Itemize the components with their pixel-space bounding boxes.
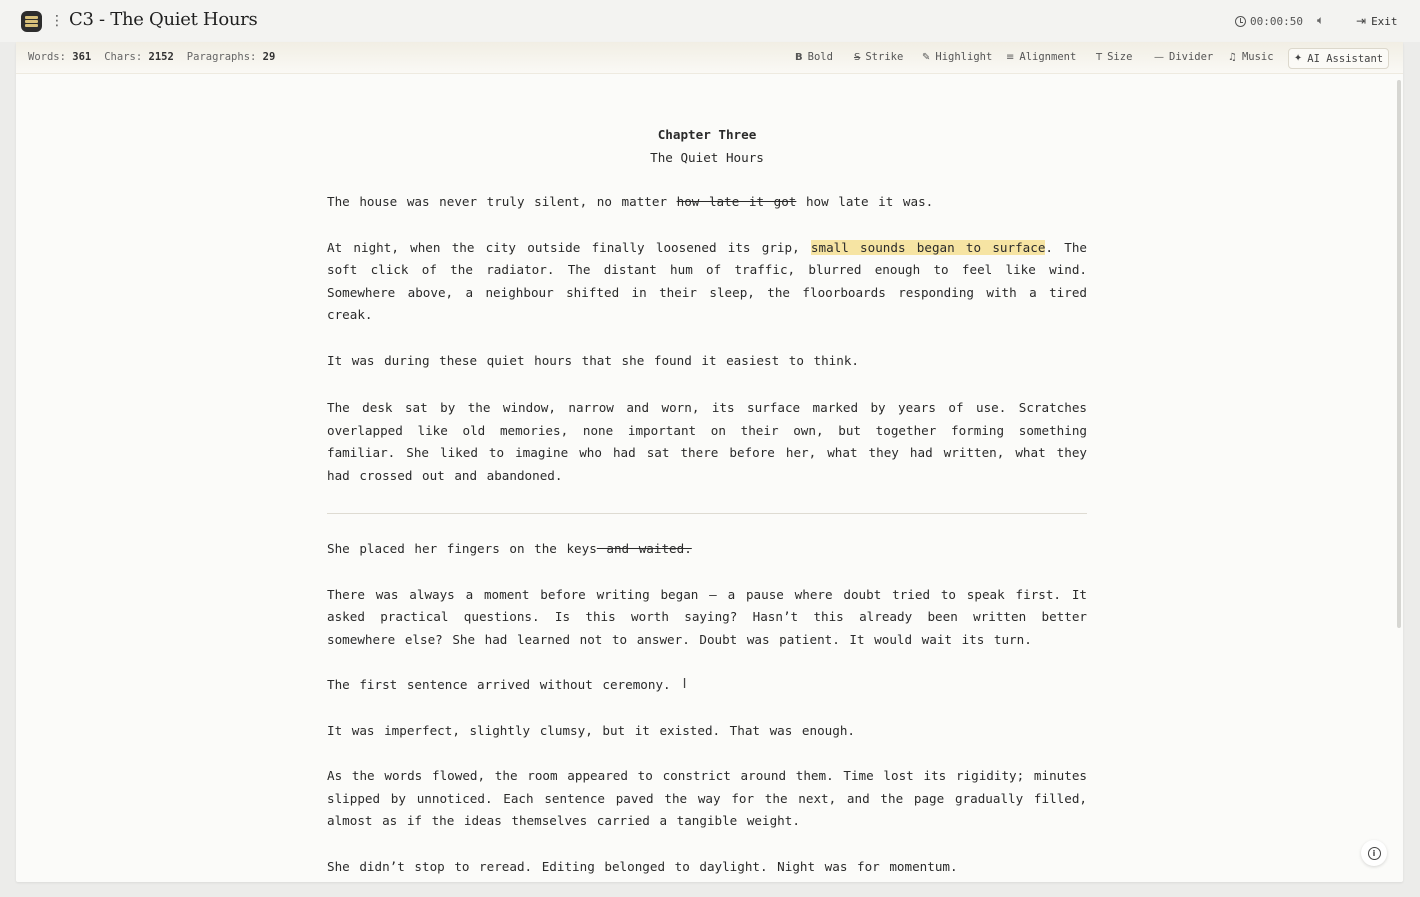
chapter-subtitle: The Quiet Hours <box>650 150 764 165</box>
paragraph: There was always a moment before writing began — a pause where doubt tried to speak first. It asked practical questions. Is this worth saying? Hasn’t this already been written better somewhere else? She had learned not to answer. Doubt was patient. It would wait its turn. <box>327 586 1087 647</box>
document-body[interactable] <box>327 124 1087 878</box>
paragraph: She placed her fingers on the keys and waited. <box>327 541 692 556</box>
text-size-icon: T <box>1096 51 1103 63</box>
divider-icon: — <box>1154 51 1164 63</box>
paragraph: It was during these quiet hours that she found it easiest to think. <box>327 352 859 368</box>
size-button[interactable]: T Size <box>1096 51 1133 63</box>
sparkle-icon: ✦ <box>1293 53 1303 64</box>
alignment-button[interactable]: ≡ Alignment <box>1006 51 1077 63</box>
ai-assistant-button[interactable]: ✦ AI Assistant <box>1288 48 1389 69</box>
char-count: Chars: 2152 <box>104 51 174 63</box>
exit-icon: ⇥ <box>1356 14 1367 28</box>
title-bar <box>0 0 1420 42</box>
clock-icon <box>1235 16 1246 27</box>
paragraph: The first sentence arrived without ceremony. I <box>327 674 1087 697</box>
document-stats <box>28 51 275 63</box>
paragraph: The house was never truly silent, no matter how late it got how late it was. <box>327 194 934 209</box>
paragraph: As the words flowed, the room appeared to constrict around them. Time lost its rigidity; minutes slipped by unnoticed. Each sentence paved the way for the next, and the page gradually filled, almost as if the ideas themselves carried a tangible weight. <box>327 768 1087 829</box>
exit-label: Exit <box>1371 14 1398 28</box>
exit-button[interactable] <box>1356 13 1398 29</box>
word-count: Words: 361 <box>28 51 92 63</box>
paragraph: At night, when the city outside finally loosened its grip, small sounds began to surface. The soft click of the radiator. The distant hum of traffic, blurred enough to feel like wind. Somewhere above, a neighbour shifted in their sleep, the floorboards responding with a tired creak. <box>327 239 1087 322</box>
struck-text: how late it got <box>676 194 797 209</box>
text-cursor-icon: I <box>682 677 687 693</box>
align-icon: ≡ <box>1006 51 1015 63</box>
paragraph: The desk sat by the window, narrow and worn, its surface marked by years of use. Scratches overlapped like old memories, none important on their own, but together forming something familiar. She liked to imagine who had sat there before her, what they had written, what they had crossed out and abandoned. <box>327 400 1087 483</box>
music-note-icon: ♫ <box>1228 51 1237 63</box>
divider-button[interactable]: — Divider <box>1154 51 1214 63</box>
more-options-icon[interactable]: ⋮ <box>50 13 64 29</box>
bold-icon: B <box>795 51 803 63</box>
paragraph: It was imperfect, slightly clumsy, but it existed. That was enough. <box>327 722 855 738</box>
highlighter-icon: ✎ <box>922 51 931 63</box>
typewriter-app-icon[interactable] <box>21 11 42 32</box>
chapter-heading: Chapter Three <box>657 127 757 142</box>
bold-button[interactable]: B Bold <box>795 51 833 63</box>
paragraph-count: Paragraphs: 29 <box>186 51 276 63</box>
struck-text: and waited. <box>596 541 692 556</box>
info-button[interactable] <box>1361 840 1387 866</box>
highlighted-text: small sounds began to surface <box>810 239 1046 255</box>
speaker-icon[interactable]: 🔈︎ <box>1317 13 1325 27</box>
strikethrough-icon: S <box>854 51 861 63</box>
timer-value: 00:00:50 <box>1250 14 1303 28</box>
session-timer <box>1235 13 1303 29</box>
editor-toolbar <box>16 42 1403 74</box>
highlight-button[interactable]: ✎ Highlight <box>922 51 993 63</box>
info-icon: i <box>1368 847 1381 860</box>
document-title[interactable]: C3 - The Quiet Hours <box>69 9 258 30</box>
paragraph: She didn’t stop to reread. Editing belonged to daylight. Night was for momentum. <box>327 858 958 874</box>
scrollbar[interactable] <box>1397 80 1401 628</box>
strike-button[interactable]: S Strike <box>854 51 904 63</box>
music-button[interactable]: ♫ Music <box>1228 51 1274 63</box>
